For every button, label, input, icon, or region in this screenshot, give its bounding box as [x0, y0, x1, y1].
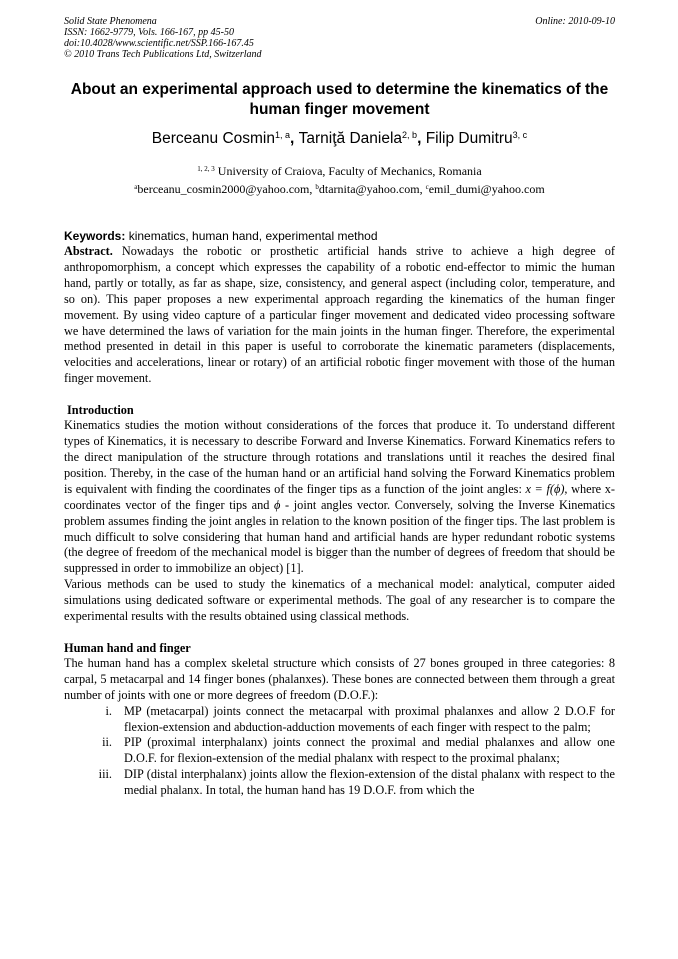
affiliation-block [64, 162, 615, 198]
email-line: $^a$berceanu_cosmin2000@yahoo.com, $^b$dtarnita@yahoo.com, $^c$emil_dumi@yahoo.com [134, 182, 545, 196]
list-number: iii. [98, 767, 112, 782]
doi-line: doi:10.4028/www.scientific.net/SSP.166-167.45 [64, 38, 254, 49]
phi-symbol: ϕ [274, 497, 281, 512]
author-sup: 1, a [275, 130, 291, 140]
paper-title: About an experimental approach used to determine the kinematics of the human finger movement [70, 81, 609, 118]
list-text: MP (metacarpal) joints connect the metacarpal with proximal phalanxes and allow 2 D.O.F for flexion-extension and abduction-adduction movements of each finger with respect to the palm; [124, 703, 615, 734]
formula: x = f(ϕ) [525, 481, 565, 496]
joint-list [64, 704, 615, 799]
issn-line: ISSN: 1662-9779, Vols. 166-167, pp 45-50 [64, 27, 234, 38]
affiliation-line: $^{1, 2, 3}$ University of Craiova, Faculty of Mechanics, Romania [197, 164, 482, 178]
intro-paragraph-2: Various methods can be used to study the kinematics of a mechanical model: analytical, computer aided simulations using dedicated software or experimental methods. The goal of any researcher is to compare the experimental results with the results obtained using classical methods. [64, 577, 615, 624]
abstract [64, 244, 615, 387]
intro-paragraph-1: Kinematics studies the motion without considerations of the forces that produce it. To understand different types of Kinematics, it is necessary to describe Forward and Inverse Kinematics. Forward Kinematics refers to the direct manipulation of the structure through rotations and translations until it reaches the desired final position. Thereby, in the case of the human hand or an artificial hand solving the Forward Kinematics problem is equivalent with finding the coordinates of the finger tips as a function of the joint angles: x = f(ϕ), where x- coordinates vector of the finger tips and ϕ - joint angles vector. Conversely, solving the Inverse Kinematics problem assumes finding the joint angles in relation to the known position of the finger tips. The last problem is much difficult to solve considering that human hand and artificial hands are hyper redundant robotic systems (the degree of freedom of the mechanical model is bigger than the number of degrees of freedom that should be suppressed in order to immobilize an object) [1]. [64, 418, 616, 576]
author-name: Filip Dumitru [425, 130, 513, 147]
list-item [64, 767, 615, 799]
author-name: Tarniţă Daniela [298, 130, 403, 147]
email-link[interactable]: emil_dumi@yahoo.com [428, 182, 545, 196]
journal-name: Solid State Phenomena [64, 16, 157, 27]
list-number: ii. [102, 735, 112, 750]
keywords [64, 228, 615, 244]
list-number: i. [105, 703, 112, 718]
abstract-text: Nowadays the robotic or prosthetic artificial hands strive to achieve a high degree of anthropomorphism, a concept which expresses the capability of a robotic end-effector to mimic the human hand, partly or totally, as far as shape, size, consistency, and general aspect (including color, temperature, and so on). This paper proposes a new experimental approach regarding the kinematics of the human finger movement. By using video capture of a particular finger movement and dedicated video processing software we have determined the laws of variation for the main joints in the human finger. Therefore, the experimental method presented in detail in this paper is useful to corroborate the kinematic parameters (displacements, velocities and accelerations, linear or rotary) of an artificial robotic finger movement with those of the human finger movement. [64, 244, 615, 386]
author-name: Berceanu Cosmin [151, 130, 275, 147]
list-text: DIP (distal interphalanx) joints allow the flexion-extension of the distal phalanx with respect to the medial phalanx. In total, the human hand has 19 D.O.F. from which the [124, 767, 615, 798]
email-link[interactable]: berceanu_cosmin2000@yahoo.com [137, 182, 310, 196]
paper-page [64, 16, 615, 799]
hand-paragraph-1: The human hand has a complex skeletal structure which consists of 27 bones grouped in three categories: 8 carpal, 5 metacarpal and 14 finger bones (phalanxes). These bones are connected between them through a great number of joints with one or more degrees of freedom (D.O.F.): [64, 655, 615, 702]
author-sup: 2, b [402, 130, 418, 140]
online-date: Online: 2010-09-10 [535, 16, 615, 27]
keywords-text: kinematics, human hand, experimental method [128, 229, 378, 243]
section-heading-human-hand: Human hand and finger [64, 640, 191, 655]
copyright-line: © 2010 Trans Tech Publications Ltd, Switzerland [64, 49, 262, 60]
list-text: PIP (proximal interphalanx) joints connect the proximal and medial phalanxes and allow one D.O.F. for flexion-extension of the medial phalanx with respect to the proximal phalanx; [124, 735, 615, 766]
section-heading-introduction: Introduction [67, 403, 134, 418]
keywords-label: Keywords: [64, 229, 126, 243]
list-item [64, 704, 615, 736]
abstract-label: Abstract. [64, 244, 113, 258]
list-item [64, 735, 615, 767]
author-sup: 3, c [512, 130, 528, 140]
author-list: Berceanu Cosmin$^{1, a}$, Tarniţă Daniela$^{2, b}$, Filip Dumitru$^{3, c}$ [151, 130, 528, 147]
journal-header [64, 16, 615, 60]
email-link[interactable]: dtarnita@yahoo.com [318, 182, 420, 196]
